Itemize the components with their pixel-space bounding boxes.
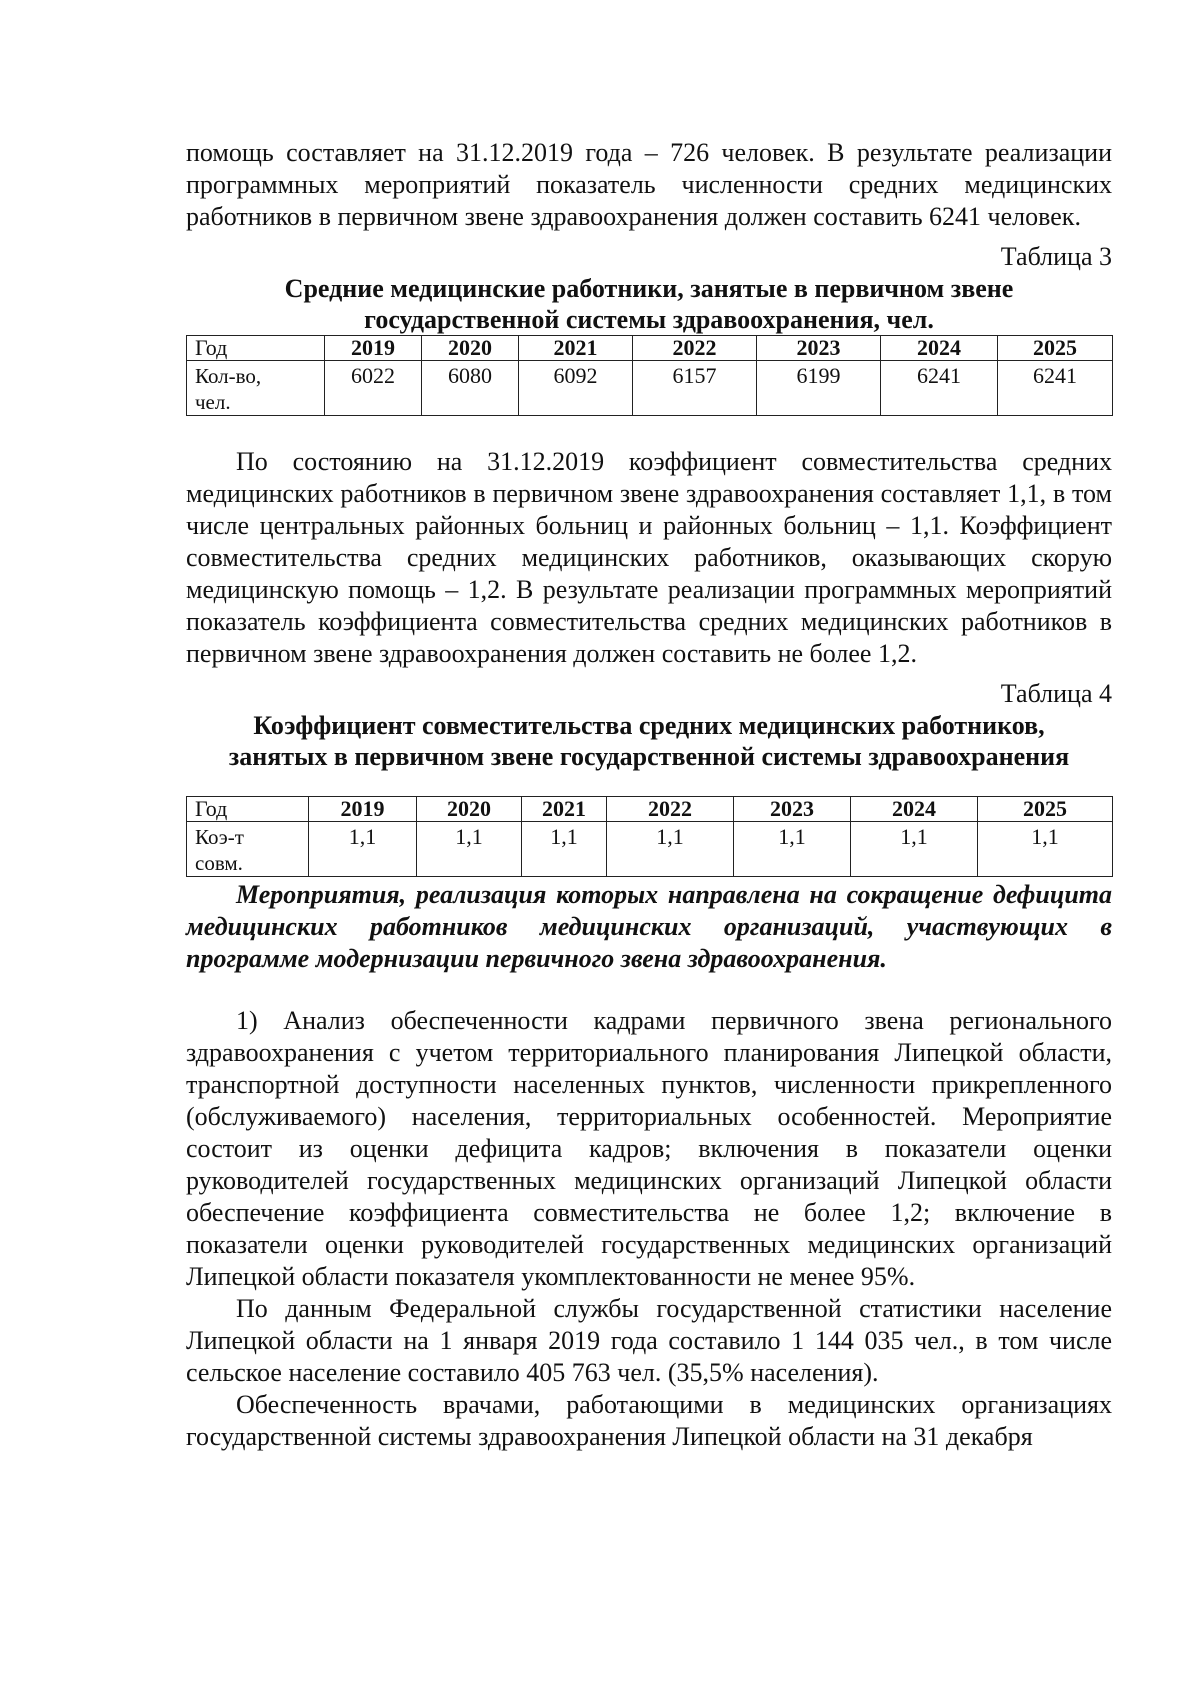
table-3-title-line-2: государственной системы здравоохранения, чел. [364,305,934,334]
table-3-header-cell: 2019 [325,336,422,361]
paragraph-1: помощь составляет на 31.12.2019 года – 726 человек. В результате реализации программных мероприятий показатель численности средних медицинских работников в первичном звене здравоохранения должен составить 6241 человек. [186,138,1112,231]
table-3-header-year: Год [187,336,325,361]
table-4-row-label [187,822,309,877]
section-heading: Мероприятия, реализация которых направлена на сокращение дефицита медицинских работников медицинских организаций, участвующих в программе модернизации первичного звена здравоохранения. [186,880,1112,973]
paragraph-2: По состоянию на 31.12.2019 коэффициент совместительства средних медицинских работников в первичном звене здравоохранения составляет 1,1, в том числе центральных районных больниц и районных больниц – 1,1. Коэффициент совместительства средних медицинских работников, оказывающих скорую медицинскую помощь – 1,2. В результате реализации программных мероприятий показатель коэффициента совместительства средних медицинских работников в первичном звене здравоохранения должен составить не более 1,2. [186,447,1112,668]
table-3-row-label-line-1: Кол-во, [195,364,262,388]
table-3-data-row [187,361,1113,416]
table-3-caption: Таблица 3 [1000,242,1112,271]
table-3-row-label-line-2: чел. [195,390,231,414]
table-3-value-cell: 6022 [325,361,422,416]
table-4-title-line-1: Коэффициент совместительства средних медицинских работников, [253,711,1045,740]
table-4-data-row [187,822,1113,877]
table-3-header-cell: 2021 [519,336,633,361]
table-4-header-cell: 2023 [734,797,851,822]
table-4-caption: Таблица 4 [1000,679,1112,708]
table-4-header-cell: 2022 [607,797,734,822]
table-4-value-cell: 1,1 [978,822,1113,877]
table-3-title-line-1: Средние медицинские работники, занятые в первичном звене [284,274,1014,303]
table-4-header-year: Год [187,797,309,822]
table-4-header-cell: 2019 [309,797,417,822]
paragraph-4: По данным Федеральной службы государственной статистики население Липецкой области на 1 января 2019 года составило 1 144 035 чел., в том числе сельское население составило 405 763 чел. (35,5% населения). [186,1294,1112,1387]
table-4-value-cell: 1,1 [607,822,734,877]
table-3-row-label [187,361,325,416]
table-3-header-row [187,336,1113,361]
table-3-header-cell: 2023 [757,336,881,361]
table-4-header-cell: 2025 [978,797,1113,822]
table-3-value-cell: 6199 [757,361,881,416]
table-4-header-row [187,797,1113,822]
table-3-header-cell: 2020 [422,336,519,361]
table-3-header-cell: 2024 [881,336,998,361]
table-4-header-cell: 2024 [851,797,978,822]
table-3-value-cell: 6241 [998,361,1113,416]
table-3-title [186,273,1112,335]
table-4-value-cell: 1,1 [734,822,851,877]
table-4-value-cell: 1,1 [309,822,417,877]
table-4-row-label-line-2: совм. [195,851,243,875]
table-3-value-cell: 6080 [422,361,519,416]
table-4-row-label-line-1: Коэ-т [195,825,244,849]
paragraph-5: Обеспеченность врачами, работающими в медицинских организациях государственной системы здравоохранения Липецкой области на 31 декабря [186,1390,1112,1451]
table-4-value-cell: 1,1 [417,822,522,877]
table-3-value-cell: 6092 [519,361,633,416]
table-4-title [186,710,1112,772]
table-4-value-cell: 1,1 [522,822,607,877]
table-4 [186,796,1113,877]
table-3-value-cell: 6241 [881,361,998,416]
table-3-value-cell: 6157 [633,361,757,416]
table-4-title-line-2: занятых в первичном звене государственной системы здравоохранения [228,742,1070,771]
table-3-header-cell: 2022 [633,336,757,361]
paragraph-3: 1) Анализ обеспеченности кадрами первичного звена регионального здравоохранения с учетом территориального планирования Липецкой области, транспортной доступности населенных пунктов, численности прикрепленного (обслуживаемого) населения, территориальных особенностей. Мероприятие состоит из оценки дефицита кадров; включения в показатели оценки руководителей государственных медицинских организаций Липецкой области обеспечение коэффициента совместительства не более 1,2; включение в показатели оценки руководителей государственных медицинских организаций Липецкой области показателя укомплектованности не менее 95%. [186,1006,1112,1291]
table-4-value-cell: 1,1 [851,822,978,877]
table-3 [186,335,1113,416]
table-4-header-cell: 2020 [417,797,522,822]
table-4-header-cell: 2021 [522,797,607,822]
page-content [186,137,1112,1453]
table-3-header-cell: 2025 [998,336,1113,361]
